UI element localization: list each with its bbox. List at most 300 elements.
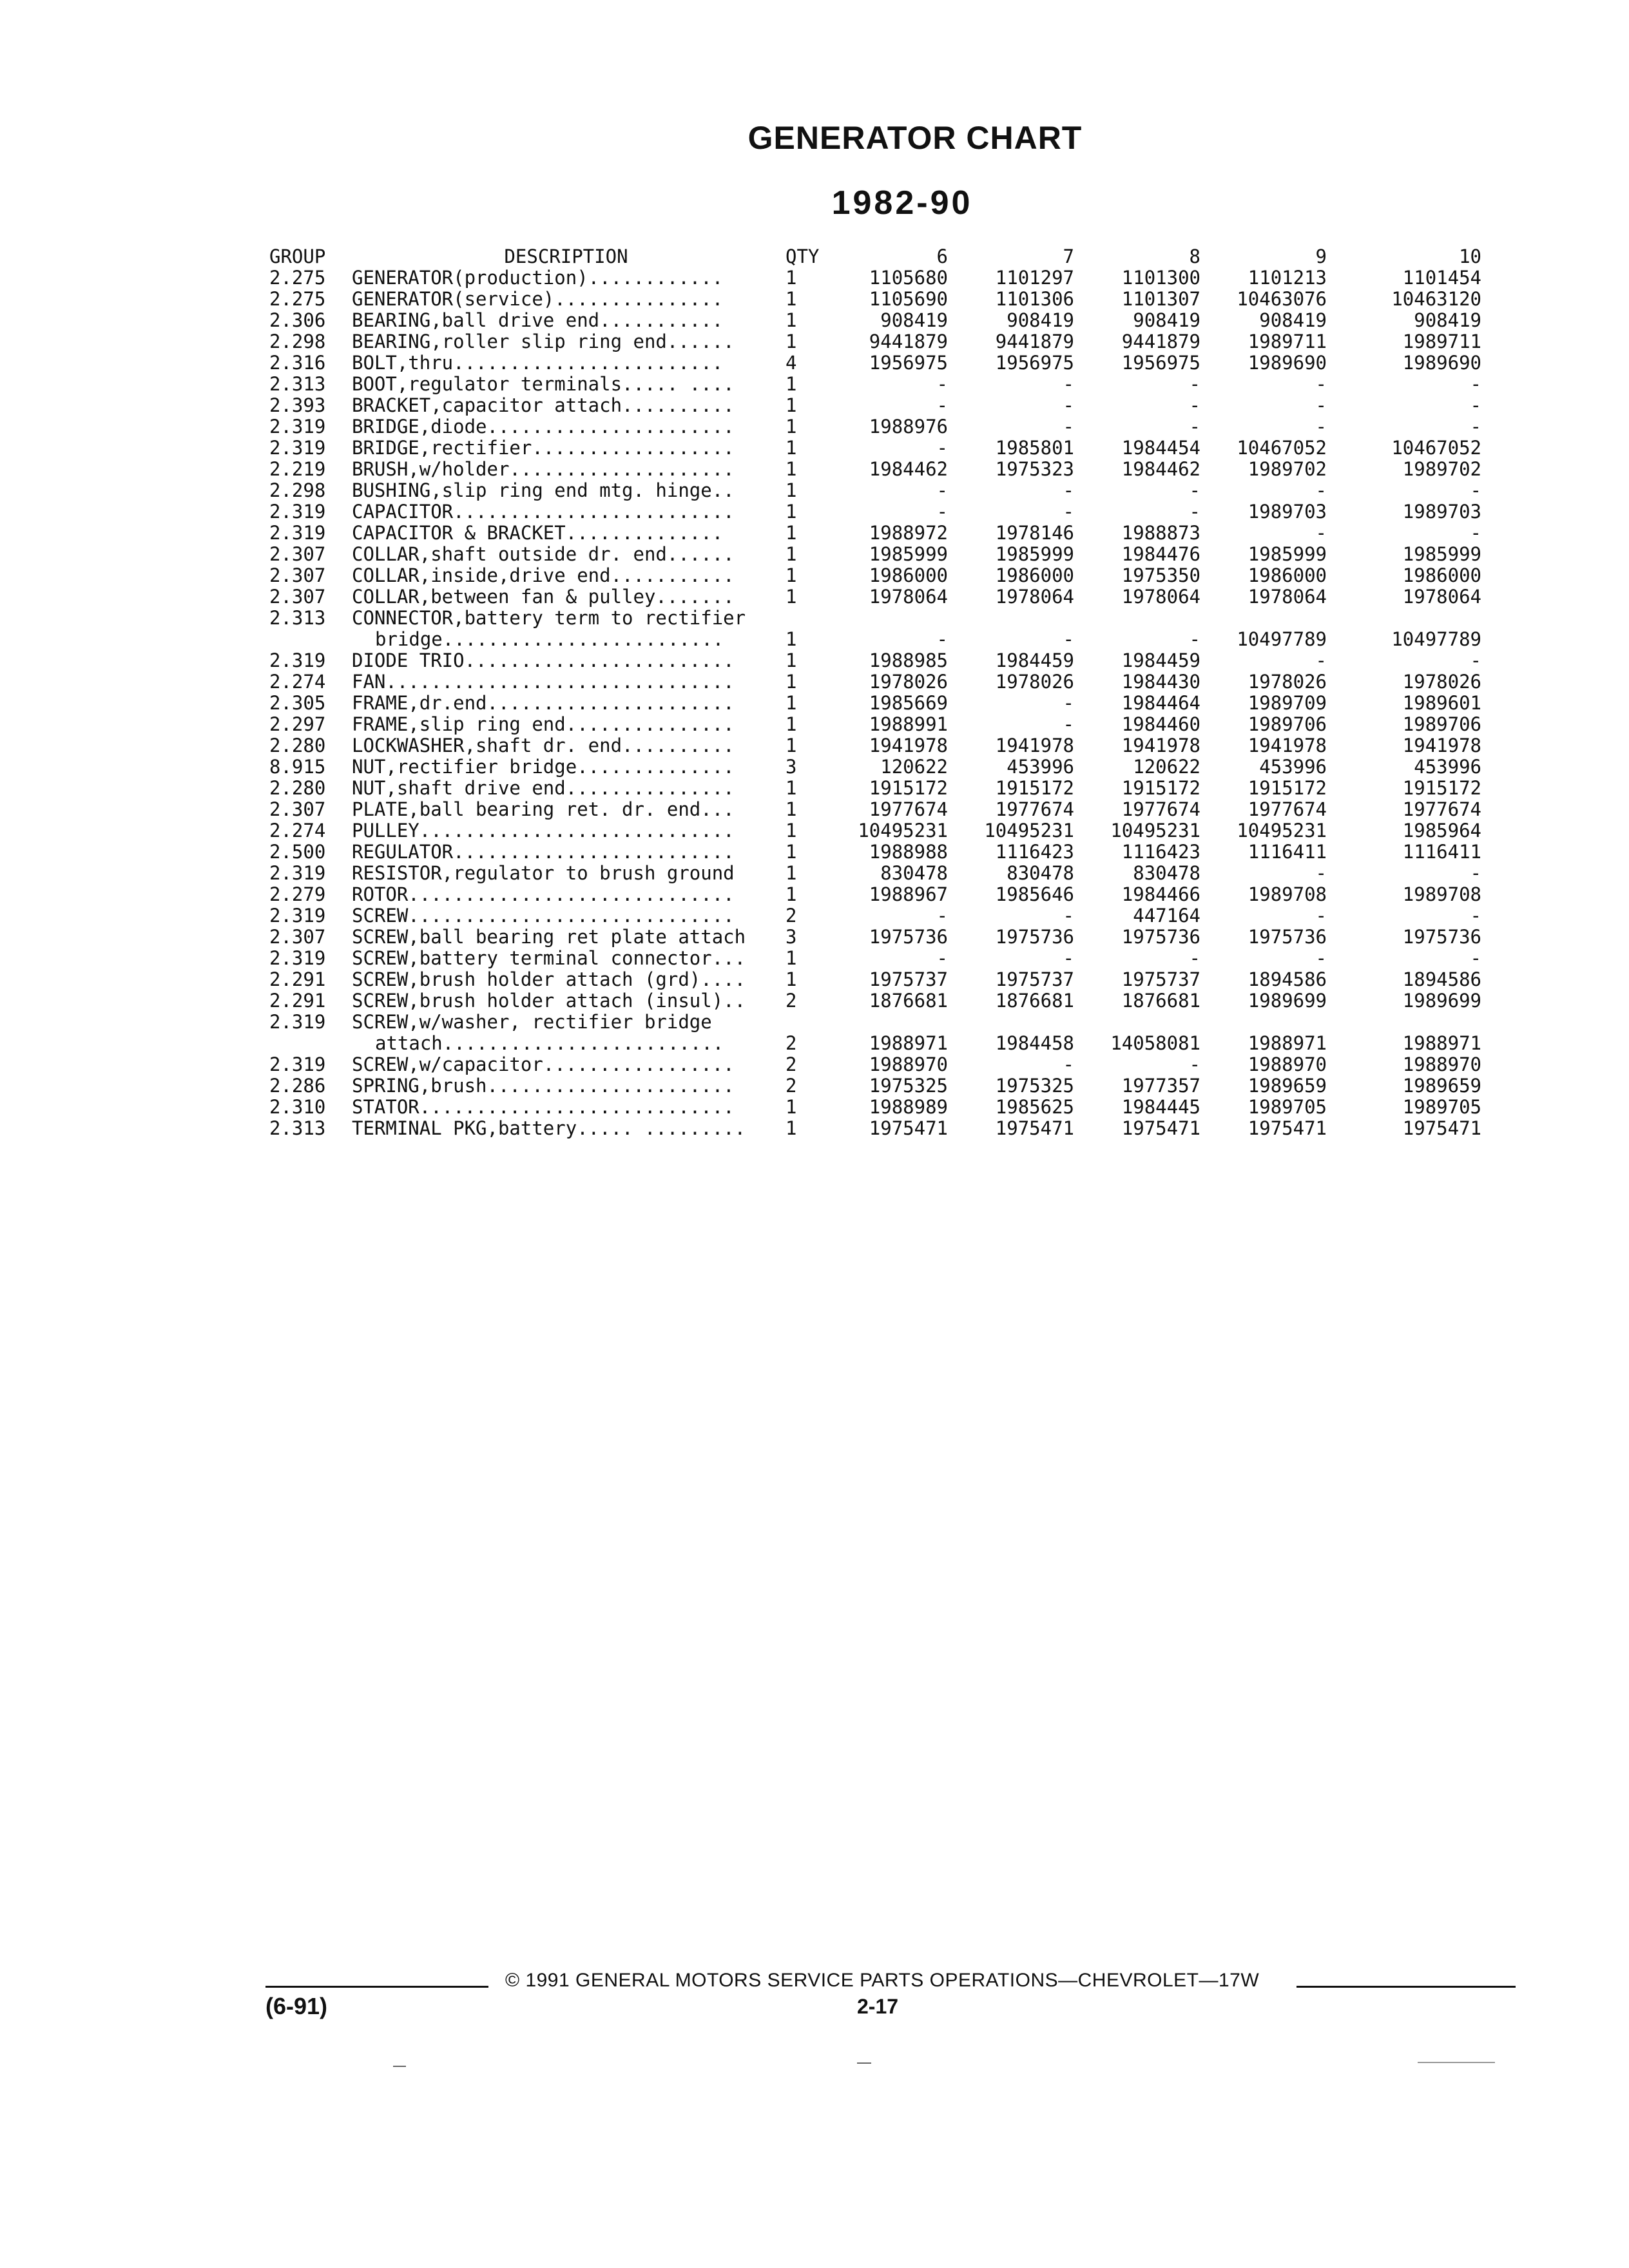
cell-col-8: - [1189,628,1200,650]
cell-col-8: 908419 [1133,309,1200,331]
column-header-7: 7 [1063,245,1074,267]
table-row [269,1075,1481,1097]
table-row [269,565,1481,586]
cell-qty: 1 [786,267,797,289]
table-row [269,799,1481,820]
cell-qty: 1 [786,671,797,693]
cell-qty: 1 [786,798,797,820]
cell-description: CAPACITOR & BRACKET.............. [352,523,724,544]
cell-col-6: 1988970 [869,1053,948,1075]
cell-col-7: 1978064 [995,586,1074,608]
cell-qty: 1 [786,458,797,480]
cell-description: FAN............................... [352,671,735,693]
cell-qty: 1 [786,649,797,671]
footer-page-number: 2-17 [857,1995,899,2018]
cell-qty: 2 [786,1032,797,1054]
cell-col-6: 1988976 [869,416,948,437]
cell-col-6: 1975737 [869,968,948,990]
scan-speck [857,2062,871,2064]
cell-group: 8.915 [269,756,326,778]
cell-qty: 1 [786,947,797,969]
table-row [269,416,1481,437]
cell-col-7: - [1063,628,1074,650]
table-row [269,756,1481,778]
cell-qty: 1 [786,373,797,395]
cell-qty: 1 [786,522,797,544]
table-row [269,501,1481,523]
cell-qty: 1 [786,331,797,352]
cell-col-8 [1074,1012,1200,1033]
cell-col-6: 1977674 [869,798,948,820]
cell-col-6: 1105690 [869,288,948,310]
cell-col-9 [1200,1012,1327,1033]
cell-col-8: 447164 [1133,905,1200,927]
table-row [269,523,1481,544]
cell-col-9: 1989706 [1248,713,1327,735]
cell-col-8: - [1189,947,1200,969]
cell-group: 2.280 [269,735,326,756]
cell-description: TERMINAL PKG,battery..... ......... [352,1118,746,1139]
cell-col-10: 1989659 [1402,1075,1481,1097]
table-row [269,905,1481,927]
column-header-description: DESCRIPTION [504,246,628,267]
cell-col-9: - [1315,649,1327,671]
cell-col-6: 1985669 [869,692,948,714]
cell-col-10: - [1470,373,1481,395]
cell-col-7: 1985999 [995,543,1074,565]
cell-col-7: - [1063,713,1074,735]
cell-col-10: - [1470,862,1481,884]
cell-col-7: - [1063,479,1074,501]
cell-group: 2.291 [269,968,326,990]
cell-group: 2.500 [269,841,326,863]
cell-description: LOCKWASHER,shaft dr. end.......... [352,735,735,756]
footer-copyright: © 1991 GENERAL MOTORS SERVICE PARTS OPERATIONS—CHEVROLET—17W [505,1970,1260,1991]
table-row [269,480,1481,501]
cell-col-10: 1985964 [1402,820,1481,841]
cell-group: 2.307 [269,798,326,820]
cell-qty: 1 [786,820,797,841]
cell-group: 2.319 [269,416,326,437]
table-row [269,1118,1481,1139]
cell-col-7: 1984459 [995,649,1074,671]
cell-col-6: 1988972 [869,522,948,544]
cell-col-10: 1989708 [1402,883,1481,905]
cell-col-8: 1984454 [1121,437,1200,459]
cell-qty: 1 [786,564,797,586]
cell-col-8: 120622 [1133,756,1200,778]
cell-col-10: - [1470,394,1481,416]
cell-description: SCREW,battery terminal connector... [352,948,746,969]
cell-col-6: 1876681 [869,990,948,1012]
table-row [269,629,1481,650]
cell-col-7: 1978146 [995,522,1074,544]
cell-col-6: 1975325 [869,1075,948,1097]
cell-col-10: 10467052 [1391,437,1481,459]
table-row [269,778,1481,799]
table-row [269,310,1481,331]
cell-col-6: - [936,394,948,416]
cell-description: BEARING,roller slip ring end...... [352,331,735,352]
cell-col-8: 1101307 [1121,288,1200,310]
cell-col-10: 1894586 [1402,968,1481,990]
cell-description: COLLAR,inside,drive end........... [352,565,735,586]
cell-group: 2.305 [269,692,326,714]
cell-col-9: 1975736 [1248,926,1327,948]
cell-col-9: 453996 [1259,756,1327,778]
cell-col-6 [822,608,948,629]
cell-col-10: 1975736 [1402,926,1481,948]
cell-description: GENERATOR(production)............ [352,267,724,289]
column-header-8: 8 [1189,245,1200,267]
table-row [269,352,1481,374]
cell-group: 2.319 [269,1053,326,1075]
cell-col-10: - [1470,947,1481,969]
cell-qty: 2 [786,1053,797,1075]
cell-col-9: 1941978 [1248,735,1327,756]
cell-col-8: 1978064 [1121,586,1200,608]
cell-col-7: 453996 [1007,756,1074,778]
cell-col-8: - [1189,479,1200,501]
table-row [269,395,1481,416]
cell-qty [780,1012,822,1033]
cell-col-9: - [1315,394,1327,416]
cell-description: BRIDGE,rectifier.................. [352,437,735,459]
cell-qty: 1 [786,479,797,501]
cell-col-8: 1941978 [1121,735,1200,756]
cell-description: BRUSH,w/holder.................... [352,459,735,480]
cell-group: 2.319 [269,501,326,523]
cell-group: 2.298 [269,479,326,501]
cell-col-6: - [936,437,948,459]
cell-col-10: 10497789 [1391,628,1481,650]
cell-col-8: - [1189,501,1200,523]
cell-col-9: - [1315,862,1327,884]
page-title: GENERATOR CHART [747,120,1083,156]
cell-col-10: 1986000 [1402,564,1481,586]
cell-qty: 1 [786,1117,797,1139]
cell-col-10: 1989690 [1402,352,1481,374]
cell-col-8: 1101300 [1121,267,1200,289]
cell-col-7: 1975323 [995,458,1074,480]
cell-col-8: 1984476 [1121,543,1200,565]
cell-description: attach......................... [375,1033,724,1054]
cell-description: FRAME,slip ring end............... [352,714,735,735]
cell-group: 2.219 [269,458,326,480]
cell-col-10: - [1470,905,1481,927]
cell-qty: 1 [786,1096,797,1118]
cell-description: NUT,rectifier bridge.............. [352,756,735,778]
cell-col-8: 1984459 [1121,649,1200,671]
cell-col-10: 1978064 [1402,586,1481,608]
cell-col-6: 1986000 [869,564,948,586]
cell-description: DIODE TRIO........................ [352,650,735,671]
cell-col-10: - [1470,522,1481,544]
table-row [269,820,1481,841]
cell-col-10: 1978026 [1402,671,1481,693]
cell-col-8: - [1189,394,1200,416]
cell-group: 2.313 [269,373,326,395]
cell-qty: 4 [786,352,797,374]
cell-col-10: 1989702 [1402,458,1481,480]
cell-group: 2.307 [269,926,326,948]
cell-col-9: 908419 [1259,309,1327,331]
cell-description: BEARING,ball drive end........... [352,310,724,331]
cell-col-10: 1989705 [1402,1096,1481,1118]
cell-col-6: 1956975 [869,352,948,374]
cell-col-7: 1101297 [995,267,1074,289]
cell-col-9: 1989711 [1248,331,1327,352]
cell-col-9: 1989699 [1248,990,1327,1012]
cell-qty: 1 [786,692,797,714]
cell-description: COLLAR,shaft outside dr. end...... [352,544,735,565]
cell-col-10: 908419 [1414,309,1481,331]
cell-col-8: 1876681 [1121,990,1200,1012]
cell-col-6: 1988988 [869,841,948,863]
cell-qty: 2 [786,905,797,927]
cell-col-7: - [1063,947,1074,969]
cell-col-9: 1116411 [1248,841,1327,863]
cell-col-6: 908419 [880,309,948,331]
cell-group: 2.280 [269,777,326,799]
cell-col-8: 1984430 [1121,671,1200,693]
cell-col-10: - [1470,479,1481,501]
cell-description: SCREW,brush holder attach (insul).. [352,990,746,1012]
cell-qty: 1 [786,416,797,437]
table-row [269,1012,1481,1033]
cell-qty: 1 [786,883,797,905]
cell-group: 2.319 [269,437,326,459]
cell-col-6: 1988985 [869,649,948,671]
cell-qty: 2 [786,990,797,1012]
cell-col-7: 1975471 [995,1117,1074,1139]
cell-col-10: 1985999 [1402,543,1481,565]
cell-col-6: 1988989 [869,1096,948,1118]
parts-table [269,246,1481,1139]
cell-group: 2.313 [269,1117,326,1139]
cell-col-6: 120622 [880,756,948,778]
cell-col-8: 1956975 [1121,352,1200,374]
column-header-6: 6 [936,245,948,267]
cell-col-7: - [1063,501,1074,523]
cell-col-10: - [1470,649,1481,671]
cell-col-9: 1989708 [1248,883,1327,905]
cell-col-6: 1978026 [869,671,948,693]
cell-col-8: 14058081 [1110,1032,1200,1054]
cell-col-6: 830478 [880,862,948,884]
cell-col-7: 1986000 [995,564,1074,586]
cell-description: BUSHING,slip ring end mtg. hinge.. [352,480,735,501]
table-row [269,608,1481,629]
cell-col-7 [948,1012,1074,1033]
year-range: 1982-90 [831,184,973,222]
cell-col-8: - [1189,416,1200,437]
cell-col-6: 1915172 [869,777,948,799]
cell-description: bridge......................... [375,629,724,650]
table-row [269,586,1481,608]
cell-col-6: 1105680 [869,267,948,289]
cell-col-7: 1985801 [995,437,1074,459]
table-row [269,714,1481,735]
table-row [269,693,1481,714]
cell-col-8: 1116423 [1121,841,1200,863]
cell-col-8: 1984462 [1121,458,1200,480]
cell-group: 2.307 [269,586,326,608]
cell-col-9: 1894586 [1248,968,1327,990]
cell-col-6: 1975736 [869,926,948,948]
cell-col-10 [1327,1012,1481,1033]
cell-col-10: 1915172 [1402,777,1481,799]
cell-col-9: 10463076 [1237,288,1327,310]
cell-col-9: 1101213 [1248,267,1327,289]
cell-col-9: 1915172 [1248,777,1327,799]
table-row [269,735,1481,756]
cell-col-9: 1977674 [1248,798,1327,820]
cell-col-6: 1988967 [869,883,948,905]
table-row [269,1054,1481,1075]
cell-col-10: 1101454 [1402,267,1481,289]
cell-col-6: 1988991 [869,713,948,735]
cell-qty: 1 [786,862,797,884]
cell-col-8: 1977357 [1121,1075,1200,1097]
cell-group: 2.319 [269,947,326,969]
cell-col-6: 9441879 [869,331,948,352]
cell-col-7: 1975736 [995,926,1074,948]
cell-col-9: - [1315,479,1327,501]
table-row [269,1033,1481,1054]
cell-col-7: 1941978 [995,735,1074,756]
cell-col-8: 1984466 [1121,883,1200,905]
cell-description: BOOT,regulator terminals..... .... [352,374,735,395]
cell-qty: 1 [786,713,797,735]
cell-group: 2.286 [269,1075,326,1097]
cell-group: 2.319 [269,905,326,927]
table-row [269,863,1481,884]
cell-col-9: - [1315,416,1327,437]
cell-col-7 [948,608,1074,629]
cell-col-7: 10495231 [984,820,1074,841]
cell-col-10: 1989706 [1402,713,1481,735]
cell-group [269,1033,352,1054]
cell-description: NUT,shaft drive end............... [352,778,735,799]
cell-col-6: 1975471 [869,1117,948,1139]
scan-speck [393,2066,406,2067]
cell-description: STATOR............................ [352,1097,735,1118]
cell-col-9: 1989703 [1248,501,1327,523]
cell-col-7: - [1063,905,1074,927]
cell-col-10: 1941978 [1402,735,1481,756]
cell-col-7: 1876681 [995,990,1074,1012]
cell-col-8: 1984445 [1121,1096,1200,1118]
cell-col-9: 1978064 [1248,586,1327,608]
cell-col-6: - [936,479,948,501]
cell-qty [780,608,822,629]
cell-qty: 3 [786,926,797,948]
cell-group: 2.319 [269,522,326,544]
cell-col-7: 1978026 [995,671,1074,693]
table-row [269,331,1481,352]
cell-col-6: - [936,373,948,395]
table-row [269,459,1481,480]
cell-col-6: 1988971 [869,1032,948,1054]
column-header-group: GROUP [269,245,326,267]
column-header-10: 10 [1459,245,1481,267]
cell-col-10: 1989703 [1402,501,1481,523]
cell-col-10: 1977674 [1402,798,1481,820]
table-row [269,884,1481,905]
cell-col-9: 1985999 [1248,543,1327,565]
cell-col-9: 1986000 [1248,564,1327,586]
cell-qty: 1 [786,501,797,523]
cell-col-9: - [1315,905,1327,927]
cell-description: PLATE,ball bearing ret. dr. end... [352,799,735,820]
table-row [269,927,1481,948]
cell-col-7: 1975325 [995,1075,1074,1097]
cell-col-6 [822,1012,948,1033]
cell-col-6: - [936,947,948,969]
table-row [269,969,1481,990]
cell-col-7: 1975737 [995,968,1074,990]
cell-col-10 [1327,608,1481,629]
cell-qty: 1 [786,777,797,799]
cell-description: SCREW,brush holder attach (grd).... [352,969,746,990]
cell-group: 2.306 [269,309,326,331]
table-row [269,544,1481,565]
cell-col-7: - [1063,692,1074,714]
cell-col-8: 1975737 [1121,968,1200,990]
cell-col-7: 1985646 [995,883,1074,905]
cell-group: 2.393 [269,394,326,416]
cell-group: 2.291 [269,990,326,1012]
cell-col-6: 1941978 [869,735,948,756]
cell-col-7: 1977674 [995,798,1074,820]
table-row [269,374,1481,395]
footer-rule-right [1296,1986,1516,1988]
cell-col-10: 1989711 [1402,331,1481,352]
cell-description: BRACKET,capacitor attach.......... [352,395,735,416]
cell-group: 2.319 [269,862,326,884]
cell-col-9: - [1315,373,1327,395]
cell-qty: 1 [786,543,797,565]
cell-col-8: 1988873 [1121,522,1200,544]
cell-description: FRAME,dr.end...................... [352,693,735,714]
table-row [269,437,1481,459]
cell-col-10: 1988970 [1402,1053,1481,1075]
cell-col-7: 1956975 [995,352,1074,374]
cell-group: 2.298 [269,331,326,352]
cell-description: BOLT,thru........................ [352,352,724,374]
scan-speck [1418,2062,1495,2063]
cell-col-8: - [1189,1053,1200,1075]
cell-col-6: - [936,501,948,523]
cell-group: 2.279 [269,883,326,905]
cell-col-10: 10463120 [1391,288,1481,310]
column-header-9: 9 [1315,245,1327,267]
cell-col-9: 1988971 [1248,1032,1327,1054]
cell-col-6: 1978064 [869,586,948,608]
cell-col-8: 1977674 [1121,798,1200,820]
cell-description: SCREW,w/washer, rectifier bridge [352,1012,712,1033]
cell-col-9 [1200,608,1327,629]
cell-col-6: 10495231 [858,820,948,841]
cell-group: 2.307 [269,543,326,565]
cell-description: COLLAR,between fan & pulley....... [352,586,735,608]
cell-group: 2.313 [269,607,326,629]
cell-qty: 1 [786,288,797,310]
cell-group: 2.297 [269,713,326,735]
cell-col-7: 1985625 [995,1096,1074,1118]
table-row [269,948,1481,969]
